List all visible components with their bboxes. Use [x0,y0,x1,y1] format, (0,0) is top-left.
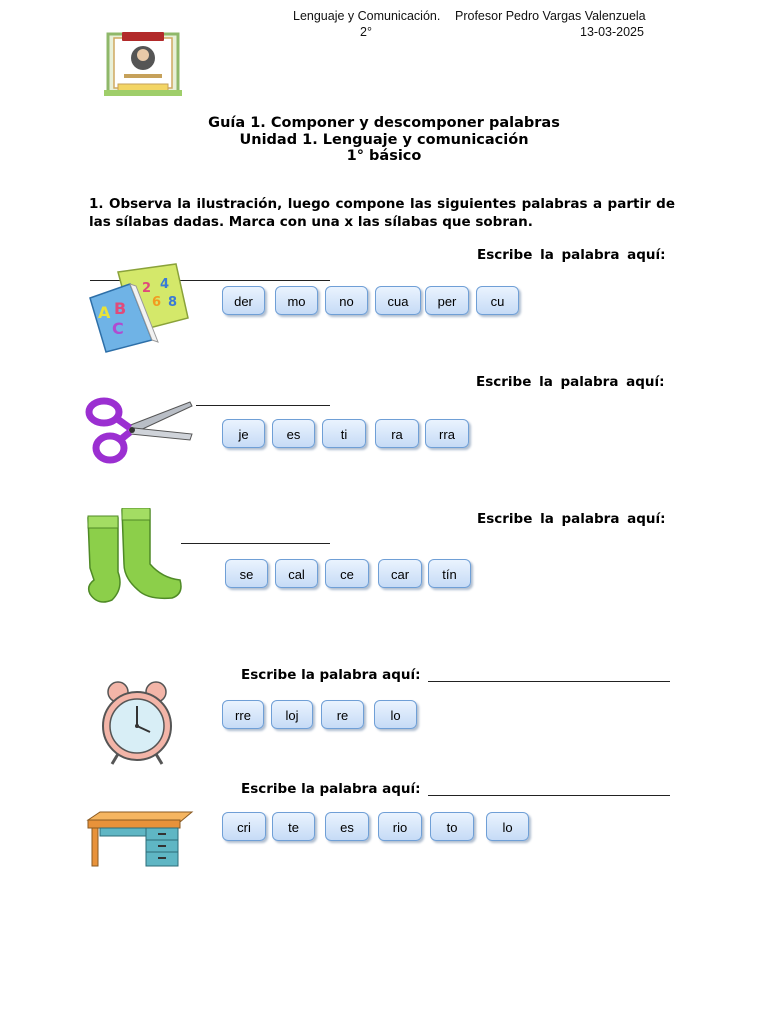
answer-line[interactable] [428,681,670,682]
unit-title: Unidad 1. Lenguaje y comunicación [239,132,529,148]
syllable-button[interactable]: rio [378,812,422,841]
syllable-button[interactable]: ce [325,559,369,588]
school-logo [100,28,186,104]
write-word-prompt: Escribe la palabra aquí: [476,374,665,390]
syllable-button[interactable]: car [378,559,422,588]
syllable-button[interactable]: lo [486,812,529,841]
syllable-button[interactable]: cu [476,286,519,315]
svg-text:A: A [98,303,111,322]
syllable-button[interactable]: ra [375,419,419,448]
answer-line[interactable] [428,795,670,796]
desk-illustration [86,810,194,868]
write-word-prompt: Escribe la palabra aquí: [241,781,421,797]
scissors-illustration [84,394,194,468]
syllable-button[interactable]: cal [275,559,318,588]
svg-text:2: 2 [142,281,152,296]
syllable-button[interactable]: rra [425,419,469,448]
syllable-button[interactable]: per [425,286,469,315]
syllable-button[interactable]: mo [275,286,318,315]
syllable-button[interactable]: re [321,700,364,729]
write-word-prompt: Escribe la palabra aquí: [477,247,666,263]
header-teacher: Profesor Pedro Vargas Valenzuela [455,9,646,23]
syllable-button[interactable]: se [225,559,268,588]
alarm-clock-illustration [92,680,184,768]
syllable-button[interactable]: rre [222,700,264,729]
syllable-button[interactable]: es [272,419,315,448]
svg-text:C: C [112,319,124,338]
syllable-button[interactable]: tín [428,559,471,588]
syllable-button[interactable]: loj [271,700,313,729]
socks-illustration [84,508,184,606]
header-grade: 2° [360,25,372,39]
syllable-button[interactable]: no [325,286,368,315]
svg-text:B: B [114,299,127,318]
syllable-button[interactable]: te [272,812,315,841]
syllable-button[interactable]: to [430,812,474,841]
answer-line[interactable] [196,405,330,406]
syllable-button[interactable]: cua [375,286,421,315]
syllable-button[interactable]: je [222,419,265,448]
grade-title: 1° básico [346,148,422,164]
syllable-button[interactable]: es [325,812,369,841]
syllable-button[interactable]: der [222,286,265,315]
notebooks-illustration [84,262,192,354]
svg-text:6: 6 [152,295,162,310]
syllable-button[interactable]: ti [322,419,366,448]
guide-title: Guía 1. Componer y descomponer palabras [208,115,560,131]
instruction-text: 1. Observa la ilustración, luego compone las siguientes palabras a partir de las sílabas dadas. Marca con una x las sílabas que sobran. [89,196,675,230]
svg-text:8: 8 [168,295,178,310]
write-word-prompt: Escribe la palabra aquí: [477,511,666,527]
syllable-button[interactable]: cri [222,812,266,841]
header-subject: Lenguaje y Comunicación. [293,9,441,23]
svg-text:4: 4 [160,277,170,292]
syllable-button[interactable]: lo [374,700,417,729]
answer-line[interactable] [181,543,330,544]
header-date: 13-03-2025 [580,25,644,39]
write-word-prompt: Escribe la palabra aquí: [241,667,421,683]
